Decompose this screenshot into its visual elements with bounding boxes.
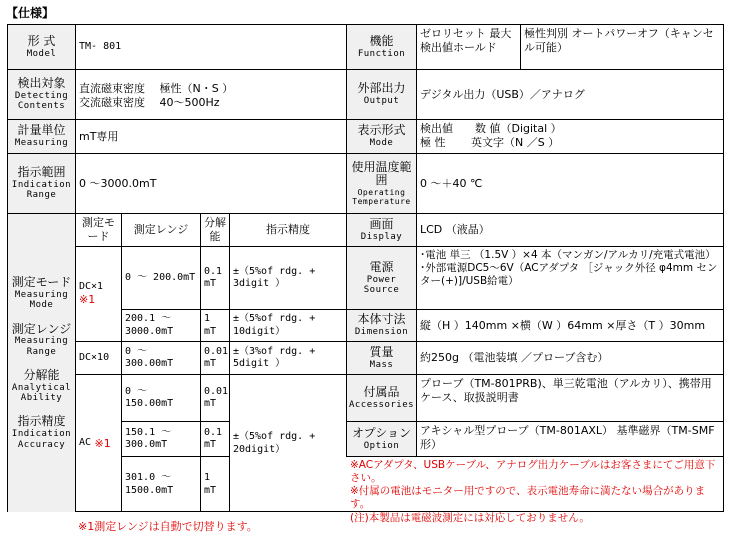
mass-value: 約250g （電池装填 ／プローブ含む） — [420, 351, 609, 365]
header-res: 分解能 — [204, 216, 226, 243]
dc1-r1-range: 0 ～ 200.0mT — [125, 271, 196, 283]
measure-group-label: 測定モード Measuring Mode 測定レンジ Measuring Range 分解能 Analytical Ability 指示精度 Indication Accuracy — [8, 214, 75, 512]
output-value: デジタル出力（USB）／アナログ — [420, 88, 585, 101]
power-value: ･電池 単三 （1.5V ）×4 本（マンガン/アルカリ/充電式電池） ･外部電源DC5～6V（ACアダプタ ［ジャック外径 φ4mm センター(+)]/USB給電） — [420, 249, 718, 288]
header-mode: 測定モード — [82, 216, 115, 243]
display-label: 画面 Display — [347, 214, 416, 246]
dc10-res: 0.01 mT — [204, 345, 229, 369]
ac-r2-res: 0.1 mT — [204, 426, 223, 450]
output-label: 外部出力 Output — [347, 70, 416, 119]
temp-value: 0 ～＋40 ℃ — [420, 176, 483, 190]
detecting-value: 直流磁束密度 極性（N・S ） 交流磁束密度 40～500Hz — [79, 82, 234, 109]
header-range: 測定レンジ — [133, 223, 189, 237]
function-value-2: 極性判別 オートパワーオフ（キャンセル可能） — [524, 27, 714, 54]
dc1-r2-res: 1 mT — [204, 313, 217, 337]
mode-ac: AC ※1 — [79, 436, 111, 450]
mode-dc10: DC×10 — [79, 351, 110, 363]
ac-acc: ±（5%of rdg. + 20digit） — [233, 431, 316, 455]
accessories-label: 付属品 Accessories — [347, 375, 416, 421]
detecting-label: 検出対象 Detecting Contents — [8, 70, 75, 119]
display-value: LCD （液晶） — [420, 223, 490, 237]
temp-label: 使用温度範囲 Operating Temperature — [347, 154, 416, 213]
indication-value: 0 ～3000.0mT — [79, 176, 157, 190]
display-mode-label: 表示形式 Mode — [347, 120, 416, 153]
mass-label: 質量 Mass — [347, 342, 416, 374]
ac-r2-range: 150.1 ～ 300.0mT — [125, 426, 172, 450]
dc1-r1-acc: ±（5%of rdg. + 3digit ） — [233, 265, 316, 289]
dc1-r2-range: 200.1 ～ 3000.0mT — [125, 313, 174, 337]
function-value-1: ゼロリセット 最大検出値ホールド — [420, 27, 512, 54]
ac-r3-range: 301.0 ～ 1500.0mT — [125, 472, 174, 496]
option-value: アキシャル型プローブ（TM-801AXL） 基準磁界（TM-SMF形） — [420, 424, 715, 451]
footnote-auto-range: ※1測定レンジは自動で切替ります。 — [78, 520, 258, 533]
model-label: 形 式 Model — [8, 25, 75, 69]
indication-label: 指示範囲 Indication Range — [8, 154, 75, 213]
measuring-label: 計量単位 Measuring — [8, 120, 75, 153]
page-title: 【仕様】 — [6, 6, 55, 20]
model-value: TM- 801 — [79, 40, 122, 52]
display-mode-value: 検出値 数 値（Digital ） 極 性 英文字（N ／S ） — [420, 122, 562, 149]
spec-table — [7, 24, 724, 524]
mode-dc1: DC×1 ※1 — [79, 280, 104, 307]
measuring-value: mT専用 — [79, 129, 119, 143]
function-label: 機能 Function — [347, 25, 416, 69]
dc1-r2-acc: ±（5%of rdg. + 10digit） — [233, 313, 316, 337]
header-acc: 指示精度 — [266, 223, 310, 237]
option-label: オプション Option — [347, 422, 416, 456]
dc1-r1-res: 0.1 mT — [204, 265, 223, 289]
dimension-value: 縦（H ）140mm ×横（W ）64mm ×厚さ（T ）30mm — [420, 318, 706, 332]
ac-r3-res: 1 mT — [204, 472, 217, 496]
accessories-value: プローブ（TM-801PRB)、単三乾電池（アルカリ）、携帯用ケース、取扱説明書 — [420, 377, 712, 404]
notes-block: ※ACアダプタ、USBケーブル、アナログ出力ケーブルはお客さまにてご用意下さい。 ※付属の電池はモニター用ですので、表示電池寿命に満たない場合があります。 (注)本製品は電磁波測定には対応しておりません。 — [350, 459, 716, 524]
power-label: 電源 Power Source — [347, 247, 416, 309]
dc10-range: 0 ～ 300.00mT — [125, 345, 174, 369]
dc10-acc: ±（3%of rdg. + 5digit ） — [233, 345, 316, 369]
ac-r1-res: 0.01 mT — [204, 385, 229, 409]
ac-r1-range: 0 ～ 150.00mT — [125, 385, 174, 409]
dimension-label: 本体寸法 Dimension — [347, 310, 416, 341]
